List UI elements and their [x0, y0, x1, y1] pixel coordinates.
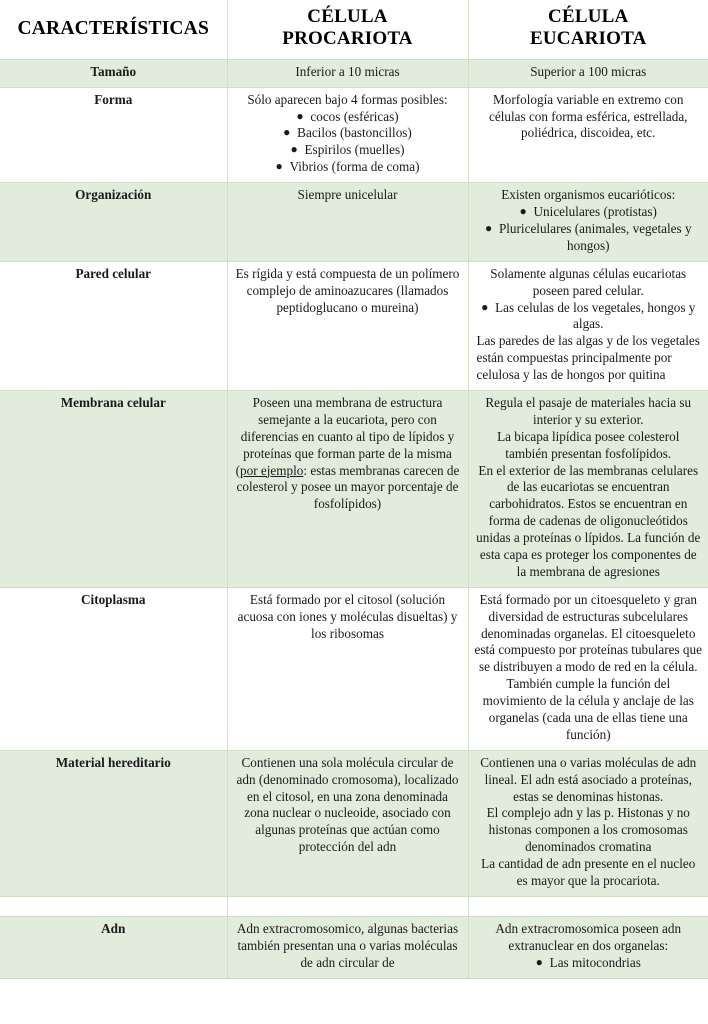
row-label: Pared celular	[0, 261, 227, 390]
row-eucariota-cell	[468, 59, 708, 87]
row-label: Forma	[0, 87, 227, 182]
bullet-list	[475, 204, 703, 255]
cell-paragraph: Inferior a 10 micras	[295, 63, 400, 79]
empty-cell	[468, 896, 708, 916]
cell-paragraph: Sólo aparecen bajo 4 formas posibles:	[247, 91, 448, 107]
row-label: Membrana celular	[0, 390, 227, 587]
bullet-dot-icon: ●	[296, 108, 304, 123]
table-row	[0, 390, 708, 587]
bullet-dot-icon: ●	[519, 204, 527, 219]
list-item-label: Espirilos (muelles)	[304, 142, 405, 158]
row-procariota-cell	[227, 261, 468, 390]
rich-post: : estas membranas carecen de colesterol y posee un mayor porcentaje de fosfolípidos)	[236, 462, 460, 512]
header-celula-eucariota	[468, 0, 708, 59]
bullet-dot-icon: ●	[484, 220, 493, 235]
bullet-dot-icon: ●	[535, 954, 543, 969]
row-procariota-cell	[227, 587, 468, 750]
cell-paragraph: Contienen una o varias moléculas de adn lineal. El adn está asociado a proteínas, estas se denominas histonas.	[480, 754, 697, 804]
cell-paragraph: Morfología variable en extremo con células con forma esférica, estrellada, poliédrica, discoidea, etc.	[489, 91, 688, 141]
rich-pre: Poseen una membrana de estructura semejante a la eucariota, pero con diferencias en cuanto al tipo de lípidos y proteínas que forman parte de la misma (	[235, 394, 455, 478]
list-item-label: Vibrios (forma de coma)	[289, 159, 420, 175]
row-procariota-cell	[227, 390, 468, 587]
list-item	[475, 955, 703, 972]
row-procariota-cell	[227, 750, 468, 896]
row-label: Organización	[0, 183, 227, 262]
bullet-dot-icon: ●	[290, 142, 298, 157]
table-row	[0, 59, 708, 87]
header-celula-procariota	[227, 0, 468, 59]
bullet-dot-icon: ●	[481, 299, 489, 314]
table-row	[0, 261, 708, 390]
row-eucariota-cell	[468, 390, 708, 587]
header-celula-eucariota-line2: EUCARIOTA	[529, 28, 647, 50]
table-header-row	[0, 0, 708, 59]
cell-paragraph: Siempre unicelular	[297, 187, 398, 203]
list-item-label: Pluricelulares (animales, vegetales y hongos)	[498, 220, 692, 253]
bullet-dot-icon: ●	[283, 125, 291, 140]
list-item	[234, 125, 462, 142]
empty-cell	[0, 896, 227, 916]
cell-paragraph: Regula el pasaje de materiales hacia su interior y su exterior.	[485, 394, 692, 427]
bullet-list	[475, 300, 703, 334]
table-row	[0, 87, 708, 182]
header-celula-eucariota-line1: CÉLULA	[548, 6, 629, 27]
row-label: Citoplasma	[0, 587, 227, 750]
row-eucariota-cell	[468, 750, 708, 896]
cell-paragraph-rich	[234, 395, 462, 513]
bullet-dot-icon: ●	[275, 159, 283, 174]
cell-paragraph: Existen organismos eucarióticos:	[501, 187, 676, 203]
row-label: Adn	[0, 916, 227, 978]
list-item-label: Unicelulares (protistas)	[533, 204, 657, 220]
cell-paragraph: Solamente algunas células eucariotas poseen pared celular.	[490, 265, 687, 298]
cell-paragraph: Adn extracromosomico, algunas bacterias también presentan una o varias moléculas de adn circular de	[236, 920, 459, 970]
list-item-label: Bacilos (bastoncillos)	[297, 125, 412, 141]
cell-paragraph: El complejo adn y las p. Histonas y no histonas componen a los cromosomas denominados cromatina	[486, 805, 690, 855]
bullet-list	[234, 109, 462, 177]
row-procariota-cell	[227, 59, 468, 87]
cell-paragraph: La cantidad de adn presente en el nucleo es mayor que la procariota.	[481, 856, 696, 888]
list-item-label: Las celulas de los vegetales, hongos y algas.	[495, 299, 696, 332]
list-item	[234, 159, 462, 176]
row-procariota-cell	[227, 183, 468, 262]
header-celula-procariota-line2: PROCARIOTA	[282, 28, 413, 50]
table-row	[0, 916, 708, 978]
cell-paragraph: Es rígida y está compuesta de un polímero complejo de aminoazucares (llamados peptidoglucano o mureina)	[235, 265, 460, 315]
table-row	[0, 750, 708, 896]
cell-paragraph-left: Las paredes de las algas y de los vegetales están compuestas principalmente por celulosa y las de hongos por quitina	[476, 333, 700, 383]
cell-paragraph: En el exterior de las membranas celulares de las eucariotas se encuentran carbohidratos. Estos se encuentran en forma de cadenas de oligonucleótidos unidas a proteínas o lípidos. La función de esta capa es proteger los componentes de la membrana de agresiones	[476, 462, 701, 579]
empty-cell	[227, 896, 468, 916]
list-item	[234, 142, 462, 159]
row-procariota-cell	[227, 916, 468, 978]
cell-paragraph: Contienen una sola molécula circular de adn (denominado cromosoma), localizado en el citosol, en una zona denominada zona nuclear o nucleoide, asociado con algunas proteínas que actúan como protección del adn	[236, 754, 459, 855]
cell-paragraph: Superior a 100 micras	[530, 63, 647, 79]
row-label: Material hereditario	[0, 750, 227, 896]
rich-underlined: por ejemplo	[240, 462, 304, 478]
header-celula-procariota-line1: CÉLULA	[307, 6, 388, 27]
cell-paragraph: Adn extracromosomica poseen adn extranuclear en dos organelas:	[495, 920, 682, 953]
list-item	[475, 300, 703, 334]
row-eucariota-cell	[468, 183, 708, 262]
list-item	[475, 221, 703, 255]
row-procariota-cell	[227, 87, 468, 182]
row-eucariota-cell	[468, 261, 708, 390]
list-item-label: Las mitocondrias	[549, 954, 641, 970]
cell-paragraph: Está formado por un citoesqueleto y gran diversidad de estructuras subcelulares denominadas organelas. El citoesqueleto está compuesto por proteínas tubulares que se distribuyen a modo de red en la célula. También cumple la función del movimiento de la célula y anclaje de las organelas (cada una de ellas tiene una función)	[474, 591, 702, 742]
cell-paragraph: La bicapa lipídica posee colesterol también presentan fosfolípidos.	[497, 428, 680, 461]
row-eucariota-cell	[468, 87, 708, 182]
list-item-label: cocos (esféricas)	[310, 108, 399, 124]
list-item	[475, 204, 703, 221]
list-item	[234, 109, 462, 126]
row-label: Tamaño	[0, 59, 227, 87]
table-empty-row	[0, 896, 708, 916]
row-eucariota-cell	[468, 916, 708, 978]
cell-paragraph: Está formado por el citosol (solución acuosa con iones y moléculas disueltas) y los ribosomas	[237, 591, 458, 641]
table-row	[0, 587, 708, 750]
header-caracteristicas: CARACTERÍSTICAS	[0, 0, 227, 59]
bullet-list	[475, 955, 703, 972]
row-eucariota-cell	[468, 587, 708, 750]
table-row	[0, 183, 708, 262]
